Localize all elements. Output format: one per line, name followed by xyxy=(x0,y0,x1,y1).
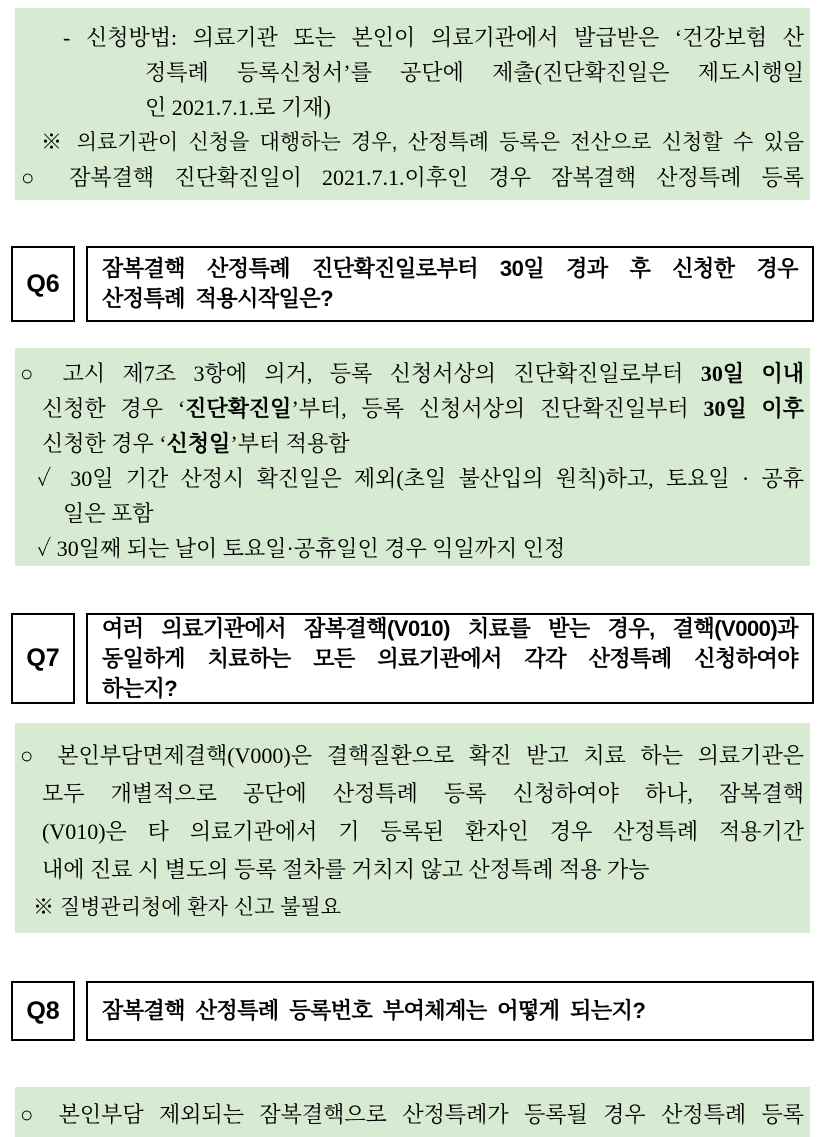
text-line xyxy=(15,20,810,55)
bold-text-segment: 30일 이후 xyxy=(703,396,804,421)
text-segment: 신청한 경우 ‘ xyxy=(42,431,167,456)
text-segment: ✓ 30일째 되는 날이 토요일·공휴일인 경우 익일까지 인정 xyxy=(37,536,566,561)
text-segment: 잠복결핵 산정특례 등록번호 부여체계는 어떻게 되는지? xyxy=(102,998,646,1023)
text-segment: 신청한 경우 ‘ xyxy=(42,396,186,421)
text-line xyxy=(15,851,810,889)
q7-label-box: Q7 xyxy=(11,613,75,704)
text-segment: ○ 고시 제7조 3항에 의거, 등록 신청서상의 진단확진일로부터 xyxy=(20,361,701,386)
text-line xyxy=(15,426,810,461)
text-line xyxy=(15,160,810,195)
text-line xyxy=(102,614,800,644)
text-line xyxy=(15,1097,810,1133)
text-line xyxy=(15,90,810,125)
text-line xyxy=(15,737,810,775)
text-line xyxy=(15,356,810,391)
q6-question-box xyxy=(86,246,814,322)
q6-answer-box xyxy=(15,348,810,566)
text-segment: 하는지? xyxy=(102,675,178,701)
text-line xyxy=(15,125,810,160)
q6-row xyxy=(0,246,822,322)
text-line xyxy=(15,496,810,531)
text-line xyxy=(102,644,800,674)
text-line xyxy=(15,889,810,927)
text-segment: ○ 본인부담 제외되는 잠복결핵으로 산정특례가 등록될 경우 산정특례 등록 xyxy=(20,1102,804,1127)
text-segment: 동일하게 치료하는 모든 의료기관에서 각각 산정특례 신청하여야 xyxy=(102,645,798,671)
text-line xyxy=(15,531,810,566)
text-segment: ’부터 적용함 xyxy=(230,431,350,456)
q7-question-box xyxy=(86,613,814,704)
text-segment: - 신청방법: 의료기관 또는 본인이 의료기관에서 발급받은 ‘건강보험 산 xyxy=(63,25,804,50)
bold-text-segment: 신청일 xyxy=(166,431,231,456)
text-segment: ※ 의료기관이 신청을 대행하는 경우, 산정특례 등록은 전산으로 신청할 수 있음 xyxy=(41,131,804,154)
text-segment: 일은 포함 xyxy=(63,501,154,526)
q8-answer-box-partial xyxy=(15,1087,810,1137)
text-line xyxy=(15,391,810,426)
text-line xyxy=(15,813,810,851)
bold-text-segment: 진단확진일 xyxy=(185,396,292,421)
text-segment: 정특례 등록신청서’를 공단에 제출(진단확진일은 제도시행일 xyxy=(145,60,804,85)
text-line xyxy=(15,775,810,813)
text-segment: ✓ 30일 기간 산정시 확진일은 제외(초일 불산입의 원칙)하고, 토요일 · 공휴 xyxy=(37,466,804,491)
text-segment: 여러 의료기관에서 잠복결핵(V010) 치료를 받는 경우, 결핵(V000)과 xyxy=(102,615,798,641)
text-segment: ○ 본인부담면제결핵(V000)은 결핵질환으로 확진 받고 치료 하는 의료기관은 xyxy=(20,743,804,768)
text-line xyxy=(102,254,800,284)
text-line xyxy=(15,55,810,90)
text-line xyxy=(102,996,800,1026)
text-segment: ’부터, 등록 신청서상의 진단확진일부터 xyxy=(291,396,704,421)
bold-text-segment: 30일 이내 xyxy=(700,361,804,386)
q8-question-box xyxy=(86,981,814,1041)
text-segment: ※ 질병관리청에 환자 신고 불필요 xyxy=(33,896,342,919)
text-segment: 산정특례 적용시작일은? xyxy=(102,286,334,311)
text-segment: 모두 개별적으로 공단에 산정특례 등록 신청하여야 하나, 잠복결핵 xyxy=(42,781,804,806)
text-line xyxy=(15,461,810,496)
text-segment: 잠복결핵 산정특례 진단확진일로부터 30일 경과 후 신청한 경우 xyxy=(102,256,798,281)
q8-row xyxy=(0,981,822,1041)
text-segment: ○ 잠복결핵 진단확진일이 2021.7.1.이후인 경우 잠복결핵 산정특례 등록 xyxy=(21,165,804,190)
q6-label-box: Q6 xyxy=(11,246,75,322)
text-segment: 내에 진료 시 별도의 등록 절차를 거치지 않고 산정특례 적용 가능 xyxy=(42,857,650,882)
text-segment: (V010)은 타 의료기관에서 기 등록된 환자인 경우 산정특례 적용기간 xyxy=(42,819,804,844)
text-line xyxy=(102,674,800,704)
q7-answer-box xyxy=(15,723,810,933)
q8-label-box: Q8 xyxy=(11,981,75,1041)
text-line xyxy=(102,284,800,314)
intro-note-box xyxy=(15,8,810,200)
q7-row xyxy=(0,613,822,704)
text-segment: 인 2021.7.1.로 기재) xyxy=(145,95,331,120)
